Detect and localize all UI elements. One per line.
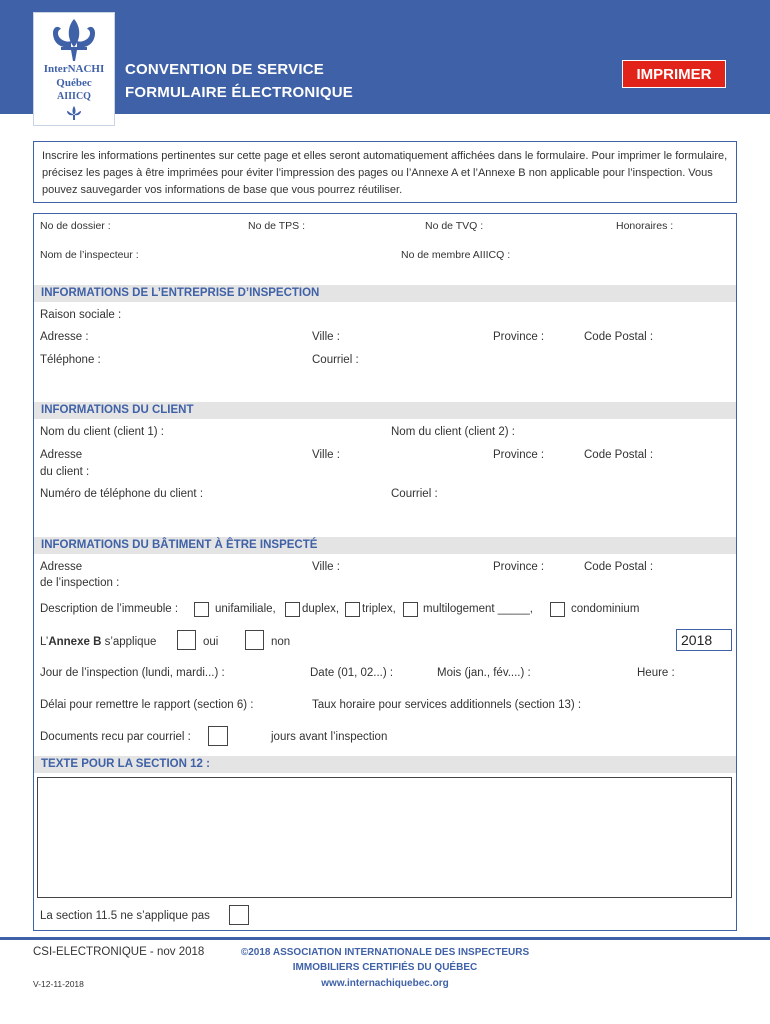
print-button[interactable]: IMPRIMER [622,60,726,88]
fleur-de-lis-icon [47,17,101,63]
batiment-adresse-label-2: de l’inspection : [40,577,120,589]
membre-label: No de membre AIIICQ : [401,249,511,261]
section-batiment-heading: INFORMATIONS DU BÂTIMENT À ÊTRE INSPECTÉ [34,537,736,554]
logo-line-2: Québec [56,77,92,89]
raison-label: Raison sociale : [40,309,122,321]
condominium-checkbox[interactable] [550,602,565,617]
footer-version: V-12-11-2018 [33,979,84,989]
duplex-checkbox[interactable] [285,602,300,617]
dossier-label: No de dossier : [40,220,111,232]
client1-label: Nom du client (client 1) : [40,426,164,438]
ville-label: Ville : [312,331,340,343]
code-postal-label: Code Postal : [584,331,654,343]
condominium-label: condominium [571,603,640,615]
fleur-de-lis-small-icon [66,105,82,121]
section-12-textarea[interactable] [37,777,732,898]
documents-days-field[interactable] [208,726,228,746]
courriel-label: Courriel : [312,354,359,366]
multilogement-checkbox[interactable] [403,602,418,617]
annexe-b-prefix: L’ [40,636,49,648]
section-11-5-checkbox[interactable] [229,905,249,925]
annexe-b-label [40,636,156,648]
annexe-b-bold: Annexe B [48,636,102,648]
section-12-heading: TEXTE POUR LA SECTION 12 : [34,756,736,773]
triplex-checkbox[interactable] [345,602,360,617]
documents-label: Documents recu par courriel : [40,731,191,743]
annexe-non-checkbox[interactable] [245,630,264,650]
footer-divider [0,937,770,940]
client-code-postal-label: Code Postal : [584,449,654,461]
footer-copyright-line-1: ©2018 ASSOCIATION INTERNATIONALE DES INSPECTEURS [240,947,530,958]
annexe-b-suffix: s’applique [101,636,157,648]
non-label: non [271,636,291,648]
description-label: Description de l’immeuble : [40,603,179,615]
heure-label: Heure : [637,667,675,679]
province-label: Province : [493,331,545,343]
client-courriel-label: Courriel : [391,488,438,500]
year-field[interactable]: 2018 [676,629,732,651]
tvq-label: No de TVQ : [425,220,484,232]
triplex-label: triplex, [362,603,396,615]
oui-label: oui [203,636,219,648]
section-entreprise-heading: INFORMATIONS DE L’ENTREPRISE D’INSPECTION [34,285,736,302]
footer-website-link[interactable]: www.internachiquebec.org [321,978,449,989]
section-client-heading: INFORMATIONS DU CLIENT [34,402,736,419]
client-adresse-label-2: du client : [40,466,90,478]
form-title-line-1: CONVENTION DE SERVICE [125,61,324,78]
duplex-label: duplex, [302,603,340,615]
intro-text: Inscrire les informations pertinentes sur cette page et elles seront automatiquement affichées dans le formulaire. Pour imprimer le formulaire, précisez les pages à être imprimées pour éviter l’impression des pages ou l’Annexe A et l’Annexe B non applicable pour l’inspection. Vous pouvez sauvegarder vos informations de base que vous pourrez réutiliser. [33,141,737,203]
client2-label: Nom du client (client 2) : [391,426,515,438]
honoraires-label: Honoraires : [616,220,674,232]
logo-line-1: InterNACHI [43,63,105,75]
annexe-oui-checkbox[interactable] [177,630,196,650]
unifamiliale-label: unifamiliale, [215,603,276,615]
client-province-label: Province : [493,449,545,461]
footer-form-code: CSI-ELECTRONIQUE - nov 2018 [33,946,205,958]
taux-label: Taux horaire pour services additionnels (section 13) : [312,699,582,711]
footer-copyright-line-2: IMMOBILIERS CERTIFIÉS DU QUÉBEC [292,962,478,973]
jours-avant-label: jours avant l’inspection [271,731,388,743]
telephone-label: Téléphone : [40,354,101,366]
logo [33,12,115,126]
mois-label: Mois (jan., fév....) : [437,667,531,679]
delai-label: Délai pour remettre le rapport (section 6) : [40,699,254,711]
client-telephone-label: Numéro de téléphone du client : [40,488,204,500]
batiment-province-label: Province : [493,561,545,573]
adresse-label: Adresse : [40,331,89,343]
multilogement-label: multilogement _____, [423,603,533,615]
batiment-adresse-label: Adresse [40,561,83,573]
inspecteur-label: Nom de l’inspecteur : [40,249,139,261]
unifamiliale-checkbox[interactable] [194,602,209,617]
form-title-line-2: FORMULAIRE ÉLECTRONIQUE [125,84,353,101]
date-label: Date (01, 02...) : [310,667,394,679]
client-ville-label: Ville : [312,449,340,461]
batiment-ville-label: Ville : [312,561,340,573]
logo-line-3: AIIICQ [57,91,91,102]
client-adresse-label: Adresse [40,449,83,461]
batiment-code-postal-label: Code Postal : [584,561,654,573]
section-11-5-label: La section 11.5 ne s’applique pas [40,910,210,922]
tps-label: No de TPS : [248,220,306,232]
header-bar [0,0,770,114]
jour-label: Jour de l’inspection (lundi, mardi...) : [40,667,225,679]
